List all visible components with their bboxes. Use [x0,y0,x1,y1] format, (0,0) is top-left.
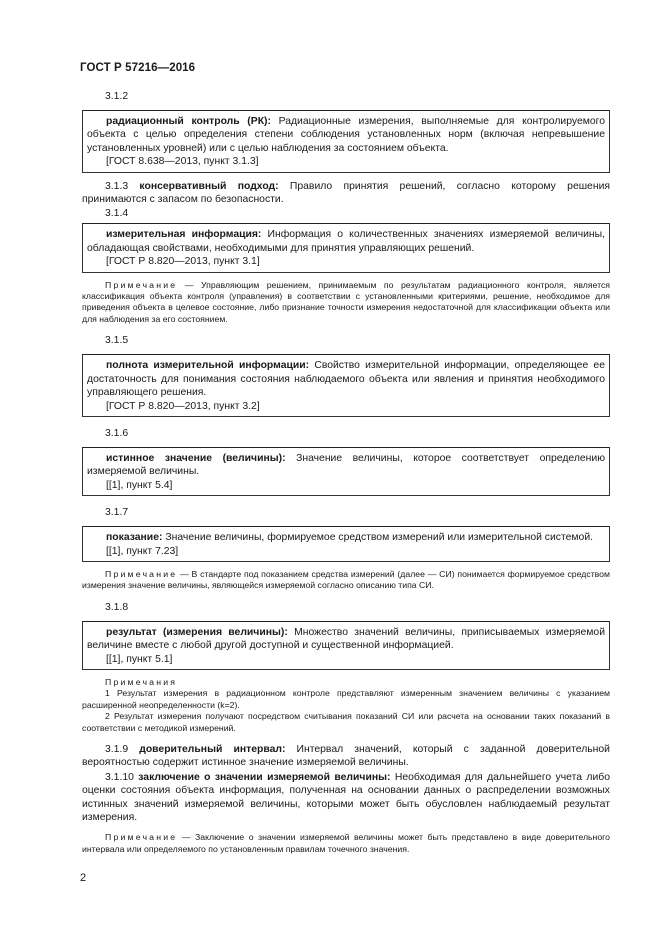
term: результат (измерения величины): [106,626,288,638]
document-body [82,90,610,864]
entry-number: 3.1.3 [105,180,129,192]
term: полнота измерительной информации: [106,360,310,372]
source-reference: [ГОСТ Р 8.820—2013, пункт 3.2] [106,400,260,412]
definition: Правило принятия решений, согласно которому решения принимаются с запасом по безопасности. [82,180,611,206]
entry-number: 3.1.6 [105,427,129,439]
definition-paragraph [82,180,610,207]
term: измерительная информация: [106,229,262,241]
entry-number: 3.1.8 [105,601,129,613]
definition-box [82,621,610,670]
note-label: Примечание [105,568,178,579]
definition: Радиационные измерения, выполняемые для контролируемого объекта с целью определения степени соблюдения установленных норм (включая непревышение установленных уровней) или с целью наблюдения за состоянием объекта. [87,116,605,154]
definition-paragraph [82,771,610,825]
definition: Интервал значений, который с заданной доверительной вероятностью содержит истинное значение измеряемой величины. [82,744,610,769]
note-text: — Заключение о значении измеряемой величины может быть представлено в виде доверительного интервала или определяемого по установленным правилам точечного значения. [82,832,610,854]
entry-number: 3.1.9 [105,744,129,755]
definition-text [87,359,605,399]
term: заключение о значении измеряемой величины: [138,771,391,783]
notes-label: Примечания [105,676,178,687]
definition-box [82,223,610,272]
definition-box [82,354,610,417]
definition: Необходимая для дальнейшего учета либо оценки состояния объекта информация, полученная на основании данных о распределении возможных истинных значений измеряемой величины, которыми может быть обусловлен наблюдаемый результат измерения. [82,771,610,824]
definition: Свойство измерительной информации, определяющее ее достаточность для понимания состояния наблюдаемого объекта или явления и принятия необходимого управляющего решения. [87,360,605,399]
document-header: ГОСТ Р 57216—2016 [80,62,196,74]
definition-box [82,526,610,562]
note-item: 1 Результат измерения в радиационном контроле представляют измеренным значением величины с указанием расширенной неопределенности (k=2). [82,688,610,710]
definition: Информация о количественных значениях измеряемой величины, обладающая свойствами, необходимыми для принятия управляющих решений. [87,229,605,254]
source-reference: [[1], пункт 5.1] [106,653,173,665]
entry-number: 3.1.4 [105,208,129,220]
definition: Значение величины, которое соответствует определению измеряемой величины. [87,452,605,478]
term: доверительный интервал: [139,744,286,755]
term: радиационный контроль (РК): [106,116,271,127]
entry-number: 3.1.5 [105,335,129,347]
definition-paragraph [82,743,610,770]
term: консервативный подход: [139,180,279,192]
definition-text [87,228,605,255]
entry-number: 3.1.2 [105,91,129,102]
note-text: — В стандарте под показанием средства измерений (далее — СИ) понимается формируемое средством измерения значение величины, являющейся измеряемой согласно описанию типа СИ. [82,568,610,591]
definition-text [87,531,605,544]
definition-text [87,115,605,155]
definition-text [87,452,605,479]
note [82,280,610,326]
notes-list [82,677,610,734]
note-text: — Управляющим решением, принимаемым по результатам радиационного контроля, является классификация объекта контроля (управления) в соответствии с установленными критериями, решение, необходимое для приведения объекта в целевое состояние, либо признание точности измерения недостаточной для классификации объекта или для наблюдения за его состоянием. [82,279,610,324]
definition-text [87,626,605,653]
source-reference: [[1], пункт 5.4] [106,479,173,491]
entry-number: 3.1.10 [105,771,134,783]
definition-box [82,110,610,173]
definition-box [82,447,610,496]
note [82,832,610,855]
definition: Значение величины, формируемое средством измерений или измерительной системой. [162,532,594,544]
term: истинное значение (величины): [106,452,286,464]
note-label: Примечание [105,832,178,843]
definition: Множество значений величины, приписываемых измеряемой величине вместе с любой другой доступной и существенной информацией. [87,626,605,652]
entry-number: 3.1.7 [105,507,129,519]
source-reference: [ГОСТ 8.638—2013, пункт 3.1.3] [106,156,259,168]
source-reference: [ГОСТ Р 8.820—2013, пункт 3.1] [106,256,260,268]
source-reference: [[1], пункт 7.23] [106,545,179,557]
page-number: 2 [80,872,87,884]
note-item: 2 Результат измерения получают посредством считывания показаний СИ или расчета на основании таких показаний в соответствии с методикой измерений. [82,711,610,733]
note [82,569,610,592]
note-label: Примечание [105,279,178,290]
term: показание: [106,532,163,544]
